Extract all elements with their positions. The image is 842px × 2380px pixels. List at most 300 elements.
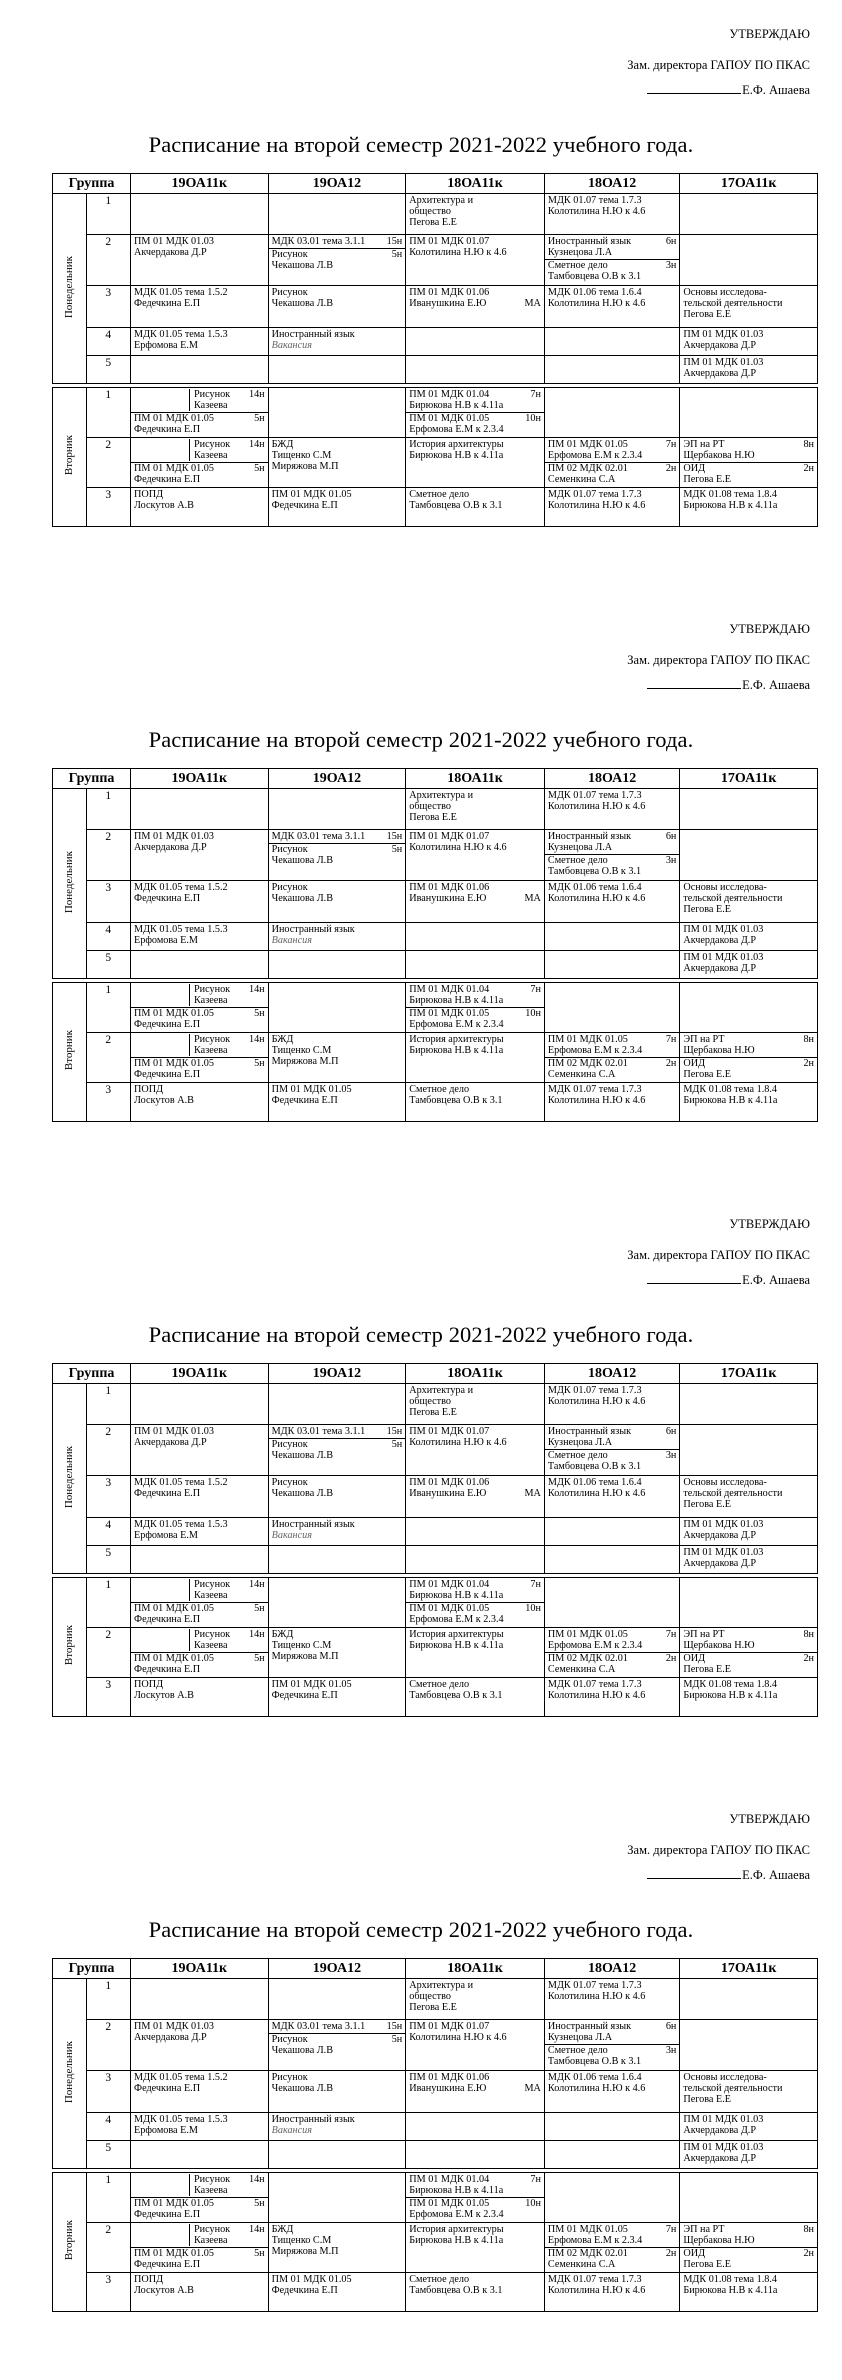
table-cell: [680, 1033, 818, 1083]
cell-suffix: 15н: [386, 1426, 403, 1437]
cell-line: [134, 1437, 265, 1448]
cell-line: [134, 1690, 265, 1701]
cell-entry: [548, 2274, 676, 2296]
table-cell: [131, 1033, 269, 1083]
table-row: [53, 1083, 818, 1122]
cell-suffix: 14н: [248, 984, 265, 995]
table-row: [53, 1628, 818, 1678]
cell-text: Федечкина Е.П: [134, 1664, 201, 1675]
cell-entry: [683, 287, 814, 320]
cell-suffix: 10н: [525, 413, 541, 424]
cell-line: [134, 1058, 265, 1069]
cell-suffix: 14н: [248, 2224, 265, 2235]
cell-text: Иностранный язык: [547, 2021, 632, 2032]
table-cell: [406, 1033, 545, 1083]
cell-text: Семенкина С.А: [547, 1664, 616, 1675]
table-cell: [544, 923, 679, 951]
cell-line: [409, 882, 541, 893]
day-tuesday: Вторник: [53, 1578, 87, 1717]
schedule-page: [0, 1190, 842, 1785]
cell-text: МДК 01.06 тема 1.6.4: [547, 1477, 642, 1488]
cell-text: Бирюкова Н.В к 4.11а: [409, 1640, 504, 1651]
cell-entry: [548, 1477, 676, 1499]
table-cell: [680, 2223, 818, 2273]
table-cell: [680, 328, 818, 356]
cell-suffix: 7н: [530, 984, 541, 995]
cell-line: [134, 1426, 265, 1437]
table-cell: [406, 789, 545, 830]
cell-line: [409, 1488, 541, 1499]
cell-text: Чекашова Л.В: [271, 2045, 334, 2056]
cell-entry: [409, 882, 541, 904]
cell-text: МДК 01.08 тема 1.8.4: [683, 2274, 777, 2285]
cell-suffix: 5н: [254, 1058, 265, 1069]
table-cell: [406, 1678, 545, 1717]
cell-line: [272, 1640, 403, 1651]
cell-line: [409, 801, 541, 812]
cell-line: [683, 500, 814, 511]
lesson-number: 2: [86, 1628, 130, 1678]
cell-line: [409, 984, 541, 995]
cell-text: Федечкина Е.П: [134, 298, 201, 309]
cell-text: Ерфомова Е.М к 2.3.4: [547, 2235, 643, 2246]
cell-line: [134, 1603, 265, 1614]
cell-line: [272, 340, 403, 351]
table-cell: [131, 2223, 269, 2273]
cell-text: Колотилина Н.Ю к 4.6: [547, 893, 646, 904]
cell-suffix: 2н: [803, 2248, 814, 2259]
cell-text: Пегова Е.Е: [683, 309, 731, 320]
cell-line: [683, 1629, 814, 1640]
cell-line: [134, 2021, 265, 2032]
cell-entry: [548, 831, 676, 853]
cell-line: [134, 1477, 265, 1488]
approval-signature: [647, 1272, 810, 1288]
cell-text: Бирюкова Н.В к 4.11а: [409, 1590, 504, 1601]
lesson-number: 4: [86, 328, 130, 356]
cell-line: [134, 2125, 265, 2136]
cell-text: Лоскутов А.В: [134, 1690, 194, 1701]
table-cell: [131, 923, 269, 951]
cell-text: Кузнецова Л.А: [547, 2032, 613, 2043]
cell-line: [194, 450, 265, 461]
signature-line: [647, 677, 741, 689]
cell-text: Чекашова Л.В: [271, 1488, 334, 1499]
approval-word: УТВЕРЖДАЮ: [729, 1812, 810, 1826]
cell-text: Бирюкова Н.В к 4.11а: [409, 450, 504, 461]
cell-entry: [189, 2174, 265, 2196]
cell-line: [683, 1477, 814, 1488]
cell-entry: [683, 1034, 814, 1056]
cell-text: ПМ 02 МДК 02.01: [547, 1653, 628, 1664]
cell-text: История архитектуры: [409, 439, 504, 450]
table-cell: [680, 2273, 818, 2312]
cell-line: [194, 400, 265, 411]
cell-text: ПМ 02 МДК 02.01: [547, 2248, 628, 2259]
cell-text: Бирюкова Н.В к 4.11а: [683, 1095, 778, 1106]
cell-suffix: 3н: [665, 855, 677, 866]
cell-line: [409, 1629, 541, 1640]
cell-text: Миряжова М.П: [271, 2246, 339, 2257]
cell-text: МДК 01.05 тема 1.5.2: [134, 882, 228, 893]
cell-line: [683, 1547, 814, 1558]
cell-text: Щербакова Н.Ю: [683, 2235, 755, 2246]
cell-suffix: 8н: [803, 2224, 814, 2235]
lesson-number: 5: [86, 951, 130, 979]
cell-line: [409, 2083, 541, 2094]
cell-text: Колотилина Н.Ю к 4.6: [547, 1396, 646, 1407]
cell-text: Бирюкова Н.В к 4.11а: [683, 500, 778, 511]
cell-text: Бирюкова Н.В к 4.11а: [409, 2185, 504, 2196]
table-cell: [544, 2071, 679, 2113]
cell-line: [683, 450, 814, 461]
table-row: [53, 2141, 818, 2169]
cell-line: [194, 2235, 265, 2246]
cell-line: [272, 489, 403, 500]
table-cell: [406, 328, 545, 356]
cell-line: [272, 893, 403, 904]
cell-text: Семенкина С.А: [547, 474, 616, 485]
table-cell: [680, 356, 818, 384]
header-19oa12: 19ОА12: [268, 1959, 406, 1979]
cell-entry: [134, 2072, 265, 2094]
table-cell: [131, 789, 269, 830]
page-title: Расписание на второй семестр 2021-2022 учебного года.: [148, 132, 694, 157]
cell-line: [683, 2285, 814, 2296]
header-18oa12: 18ОА12: [544, 174, 679, 194]
cell-line: [194, 439, 265, 450]
cell-entry: [134, 2021, 265, 2043]
cell-text: Пегова Е.Е: [683, 1664, 731, 1675]
table-cell: [680, 438, 818, 488]
cell-entry: [683, 357, 814, 379]
cell-line: [683, 935, 814, 946]
cell-text: Тамбовцева О.В к 3.1: [409, 2285, 503, 2296]
cell-entry: [548, 236, 676, 258]
table-row: [53, 830, 818, 881]
cell-line: [272, 236, 403, 247]
cell-line: [409, 1477, 541, 1488]
cell-text: Федечкина Е.П: [134, 1019, 201, 1030]
cell-entry: [134, 882, 265, 904]
cell-entry: [409, 831, 541, 853]
cell-text: Ерфомова Е.М к 2.3.4: [547, 1640, 643, 1651]
table-cell: [544, 488, 679, 527]
cell-entry: [269, 843, 406, 866]
day-monday: Понедельник: [53, 194, 87, 384]
cell-line: [409, 1407, 541, 1418]
cell-line: [409, 389, 541, 400]
cell-text: Чекашова Л.В: [271, 855, 334, 866]
approval-word: УТВЕРЖДАЮ: [729, 27, 810, 41]
cell-text: Сметное дело: [547, 260, 608, 271]
table-row: [53, 194, 818, 235]
table-cell: [268, 1979, 406, 2020]
table-cell: [544, 2020, 679, 2071]
header-18oa11k: 18ОА11к: [406, 769, 545, 789]
cell-text: МДК 01.08 тема 1.8.4: [683, 1084, 777, 1095]
approval-signature: [647, 82, 810, 98]
cell-text: ПМ 01 МДК 01.06: [409, 2072, 490, 2083]
approval-position: Зам. директора ГАПОУ ПО ПКАС: [627, 1843, 810, 1857]
cell-line: [134, 2248, 265, 2259]
cell-text: Бирюкова Н.В к 4.11а: [409, 400, 504, 411]
table-cell: [544, 951, 679, 979]
table-cell: [268, 1083, 406, 1122]
cell-line: [272, 329, 403, 340]
cell-text: Лоскутов А.В: [134, 1095, 194, 1106]
cell-suffix: МА: [524, 2083, 541, 2094]
cell-text: ПОПД: [134, 1084, 164, 1095]
cell-line: [548, 2235, 676, 2246]
table-cell: [131, 830, 269, 881]
table-cell: [680, 1384, 818, 1425]
cell-entry: [131, 2197, 268, 2220]
cell-entry: [548, 882, 676, 904]
table-cell: [268, 488, 406, 527]
cell-text: Колотилина Н.Ю к 4.6: [409, 2032, 507, 2043]
cell-text: ПМ 01 МДК 01.04: [409, 1579, 490, 1590]
cell-text: Акчердакова Д.Р: [134, 842, 207, 853]
cell-entry: [409, 489, 541, 511]
table-cell: [544, 830, 679, 881]
cell-line: [548, 271, 676, 282]
cell-entry: [134, 1477, 265, 1499]
cell-line: [409, 247, 541, 258]
cell-text: Колотилина Н.Ю к 4.6: [547, 2285, 646, 2296]
table-cell: [268, 923, 406, 951]
cell-text: Федечкина Е.П: [271, 1690, 338, 1701]
cell-line: [134, 236, 265, 247]
table-cell: [268, 830, 406, 881]
table-cell: [406, 488, 545, 527]
cell-text: ПМ 01 МДК 01.03: [683, 1519, 764, 1530]
cell-line: [272, 2125, 403, 2136]
cell-line: [409, 500, 541, 511]
cell-entry: [683, 882, 814, 915]
cell-text: Бирюкова Н.В к 4.11а: [683, 2285, 778, 2296]
lesson-number: 1: [86, 789, 130, 830]
table-row: [53, 1546, 818, 1574]
table-cell: [406, 235, 545, 286]
cell-line: [134, 2209, 265, 2220]
table-cell: [268, 2223, 406, 2273]
cell-line: [548, 2056, 676, 2067]
table-row: [53, 2273, 818, 2312]
table-cell: [680, 488, 818, 527]
table-cell: [680, 881, 818, 923]
cell-text: ЭП на РТ: [683, 439, 725, 450]
cell-line: [683, 357, 814, 368]
cell-line: [272, 1690, 403, 1701]
cell-entry: [683, 924, 814, 946]
cell-entry: [683, 1084, 814, 1106]
cell-entry: [409, 1084, 541, 1106]
cell-line: [272, 844, 403, 855]
cell-line: [134, 287, 265, 298]
table-cell: [268, 2173, 406, 2223]
cell-line: [134, 2285, 265, 2296]
cell-line: [134, 1653, 265, 1664]
cell-line: [272, 500, 403, 511]
cell-line: [683, 1530, 814, 1541]
cell-line: [548, 489, 676, 500]
cell-text: Рисунок: [271, 844, 308, 855]
table-cell: [680, 789, 818, 830]
cell-suffix: 5н: [254, 2198, 265, 2209]
cell-entry: [272, 329, 403, 351]
table-cell: [406, 830, 545, 881]
cell-entry: [272, 1629, 403, 1662]
cell-text: Федечкина Е.П: [134, 893, 201, 904]
cell-text: Рисунок: [194, 439, 231, 450]
cell-line: [272, 2224, 403, 2235]
cell-line: [548, 1045, 676, 1056]
cell-line: [548, 1069, 676, 1080]
cell-text: ОИД: [683, 463, 706, 474]
cell-text: Рисунок: [271, 1439, 308, 1450]
cell-line: [683, 952, 814, 963]
cell-text: История архитектуры: [409, 1034, 504, 1045]
cell-text: МДК 01.08 тема 1.8.4: [683, 489, 777, 500]
cell-line: [272, 2045, 403, 2056]
cell-entry: [131, 412, 268, 435]
cell-suffix: 2н: [665, 1058, 677, 1069]
cell-text: БЖД: [271, 1034, 294, 1045]
cell-text: ПМ 01 МДК 01.05: [409, 1603, 490, 1614]
cell-text: Пегова Е.Е: [683, 1069, 731, 1080]
cell-entry: [134, 2274, 265, 2296]
cell-text: ПМ 01 МДК 01.05: [134, 1603, 214, 1614]
cell-line: [134, 500, 265, 511]
table-cell: [268, 951, 406, 979]
cell-text: ПМ 01 МДК 01.05: [271, 2274, 352, 2285]
cell-text: Колотилина Н.Ю к 4.6: [547, 1488, 646, 1499]
cell-line: [548, 1664, 676, 1675]
cell-text: ПМ 01 МДК 01.05: [271, 1679, 352, 1690]
cell-text: Акчердакова Д.Р: [683, 1558, 757, 1569]
cell-text: Ерфомова Е.М к 2.3.4: [409, 1614, 504, 1625]
cell-entry: [548, 1034, 676, 1056]
cell-text: Федечкина Е.П: [134, 1614, 201, 1625]
cell-line: [548, 882, 676, 893]
cell-line: [409, 1385, 541, 1396]
cell-line: [683, 1095, 814, 1106]
cell-line: [134, 935, 265, 946]
cell-line: [683, 893, 814, 904]
table-row: [53, 2071, 818, 2113]
table-cell: [544, 2113, 679, 2141]
table-cell: [268, 235, 406, 286]
schedule-page: [0, 595, 842, 1190]
cell-text: МДК 01.05 тема 1.5.3: [134, 1519, 228, 1530]
lesson-number: 1: [86, 2173, 130, 2223]
cell-line: [683, 2072, 814, 2083]
cell-text: ПМ 01 МДК 01.05: [547, 439, 628, 450]
cell-suffix: 5н: [391, 844, 403, 855]
cell-line: [548, 1679, 676, 1690]
cell-text: Акчердакова Д.Р: [683, 340, 757, 351]
cell-line: [134, 1530, 265, 1541]
cell-text: Иностранный язык: [271, 2114, 355, 2125]
cell-entry: [409, 1385, 541, 1418]
cell-text: ПМ 01 МДК 01.05: [547, 1629, 628, 1640]
cell-entry: [545, 1057, 679, 1080]
cell-line: [134, 2083, 265, 2094]
cell-suffix: 7н: [530, 1579, 541, 1590]
lesson-number: 2: [86, 1033, 130, 1083]
cell-text: Лоскутов А.В: [134, 2285, 194, 2296]
cell-text: ПОПД: [134, 489, 164, 500]
cell-entry: [683, 1477, 814, 1510]
cell-suffix: 5н: [254, 2248, 265, 2259]
cell-line: [548, 439, 676, 450]
table-cell: [406, 923, 545, 951]
cell-line: [409, 1980, 541, 1991]
cell-text: Сметное дело: [409, 489, 470, 500]
cell-line: [548, 1690, 676, 1701]
cell-line: [409, 2002, 541, 2013]
cell-entry: [272, 1034, 403, 1067]
cell-text: Чекашова Л.В: [271, 298, 334, 309]
table-row: [53, 1033, 818, 1083]
lesson-number: 3: [86, 1083, 130, 1122]
cell-text: Казеева: [194, 450, 228, 461]
cell-text: Ерфомова Е.М: [134, 340, 198, 351]
cell-suffix: 2н: [803, 1653, 814, 1664]
cell-line: [409, 236, 541, 247]
lesson-number: 5: [86, 356, 130, 384]
cell-line: [272, 2083, 403, 2094]
cell-line: [272, 439, 403, 450]
table-cell: [406, 2141, 545, 2169]
cell-text: МДК 01.07 тема 1.7.3: [547, 1679, 642, 1690]
cell-text: тельской деятельности: [683, 1488, 783, 1499]
cell-entry: [680, 2247, 817, 2270]
lesson-number: 2: [86, 1425, 130, 1476]
cell-line: [272, 249, 403, 260]
cell-text: Тамбовцева О.В к 3.1: [547, 271, 642, 282]
table-row: [53, 789, 818, 830]
cell-text: Колотилина Н.Ю к 4.6: [547, 2083, 646, 2094]
cell-text: Федечкина Е.П: [134, 2259, 201, 2270]
cell-suffix: 5н: [391, 249, 403, 260]
lesson-number: 2: [86, 2223, 130, 2273]
cell-entry: [272, 882, 403, 904]
cell-line: [409, 2072, 541, 2083]
table-cell: [406, 881, 545, 923]
table-cell: [268, 388, 406, 438]
table-cell: [680, 1425, 818, 1476]
cell-text: Федечкина Е.П: [271, 2285, 338, 2296]
cell-entry: [409, 2224, 541, 2246]
cell-line: [548, 1084, 676, 1095]
cell-text: Иностранный язык: [271, 329, 355, 340]
approval-position: Зам. директора ГАПОУ ПО ПКАС: [627, 1248, 810, 1262]
cell-suffix: 2н: [665, 1653, 677, 1664]
table-row: [53, 1384, 818, 1425]
page-title: Расписание на второй семестр 2021-2022 учебного года.: [148, 1917, 694, 1942]
table-cell: [406, 2020, 545, 2071]
cell-suffix: МА: [524, 1488, 541, 1499]
table-row: [53, 923, 818, 951]
table-cell: [406, 388, 545, 438]
cell-entry: [548, 1385, 676, 1407]
cell-line: [134, 340, 265, 351]
day-tuesday: Вторник: [53, 2173, 87, 2312]
cell-entry: [272, 1519, 403, 1541]
header-group: Группа: [53, 1364, 131, 1384]
